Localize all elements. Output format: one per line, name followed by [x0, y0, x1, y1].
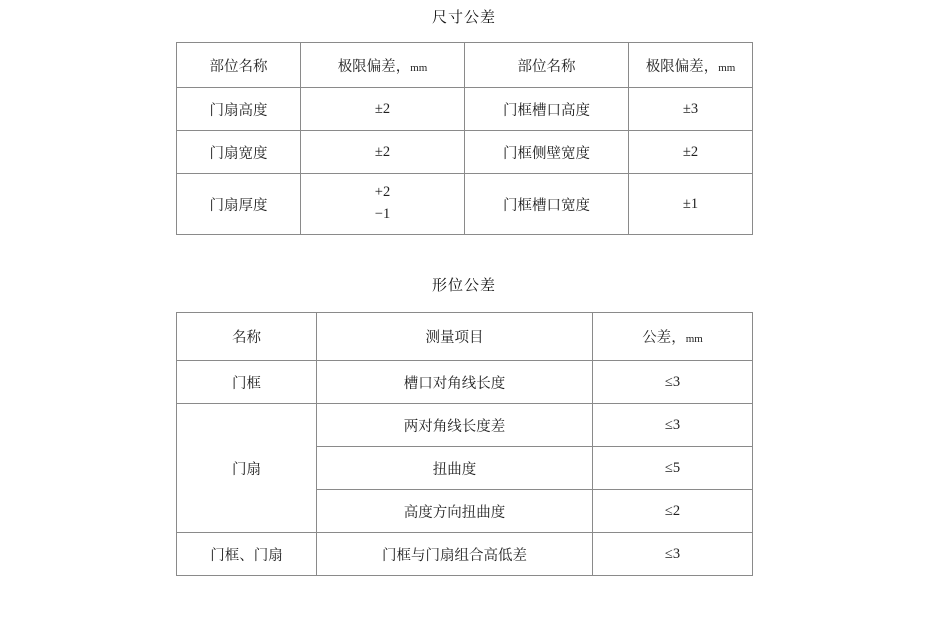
cell-name: 门框 — [177, 361, 317, 404]
cell-measure-item: 门框与门扇组合高低差 — [317, 533, 593, 576]
geometric-tolerance-table — [176, 312, 753, 576]
deviation-stack — [305, 182, 460, 226]
table-row — [177, 361, 753, 404]
cell-part-left: 门扇高度 — [177, 88, 301, 131]
cell-measure-item: 两对角线长度差 — [317, 404, 593, 447]
header-limit-deviation-right-text: 极限偏差 — [645, 58, 704, 75]
header-part-name-right: 部位名称 — [465, 43, 629, 88]
table-row — [177, 174, 753, 235]
cell-name: 门框、门扇 — [177, 533, 317, 576]
cell-tolerance: ≤3 — [593, 361, 753, 404]
cell-dev-right: ±2 — [629, 131, 753, 174]
table-row — [177, 88, 753, 131]
header-comma-tolerance: ， — [671, 330, 686, 346]
cell-dev-left: ±2 — [301, 88, 465, 131]
table-header-row — [177, 43, 753, 88]
cell-part-left: 门扇厚度 — [177, 174, 301, 235]
cell-tolerance: ≤2 — [593, 490, 753, 533]
header-limit-deviation-left-text: 极限偏差 — [337, 58, 396, 75]
cell-dev-right: ±1 — [629, 174, 753, 235]
header-tolerance-text: 公差 — [642, 330, 672, 346]
header-part-name-left: 部位名称 — [177, 43, 301, 88]
cell-dev-right: ±3 — [629, 88, 753, 131]
caption-geometric-tolerance: 形位公差 — [431, 278, 496, 294]
header-unit-right: mm — [718, 61, 736, 74]
cell-tolerance: ≤3 — [593, 404, 753, 447]
header-comma-left: ， — [395, 58, 411, 75]
cell-part-right: 门框槽口宽度 — [465, 174, 629, 235]
cell-measure-item: 槽口对角线长度 — [317, 361, 593, 404]
dimension-tolerance-table — [176, 42, 753, 235]
table-row — [177, 404, 753, 447]
cell-tolerance: ≤3 — [593, 533, 753, 576]
cell-tolerance: ≤5 — [593, 447, 753, 490]
deviation-lower: −1 — [374, 206, 391, 222]
cell-part-right: 门框槽口高度 — [465, 88, 629, 131]
cell-part-left: 门扇宽度 — [177, 131, 301, 174]
cell-part-right: 门框侧壁宽度 — [465, 131, 629, 174]
cell-measure-item: 扭曲度 — [317, 447, 593, 490]
caption-dimension-tolerance: 尺寸公差 — [431, 10, 496, 26]
header-measure-item: 测量项目 — [317, 313, 593, 361]
cell-dev-left-stacked — [301, 174, 465, 235]
header-comma-right: ， — [703, 58, 719, 75]
header-limit-deviation-right — [629, 43, 753, 88]
cell-dev-left: ±2 — [301, 131, 465, 174]
header-tolerance — [593, 313, 753, 361]
cell-name: 门扇 — [177, 404, 317, 533]
table-header-row — [177, 313, 753, 361]
table-row — [177, 131, 753, 174]
table-row — [177, 533, 753, 576]
header-tolerance-unit: mm — [685, 333, 703, 345]
deviation-upper: +2 — [374, 184, 391, 201]
cell-measure-item: 高度方向扭曲度 — [317, 490, 593, 533]
header-name: 名称 — [177, 313, 317, 361]
header-limit-deviation-left — [301, 43, 465, 88]
header-unit-left: mm — [410, 61, 428, 74]
